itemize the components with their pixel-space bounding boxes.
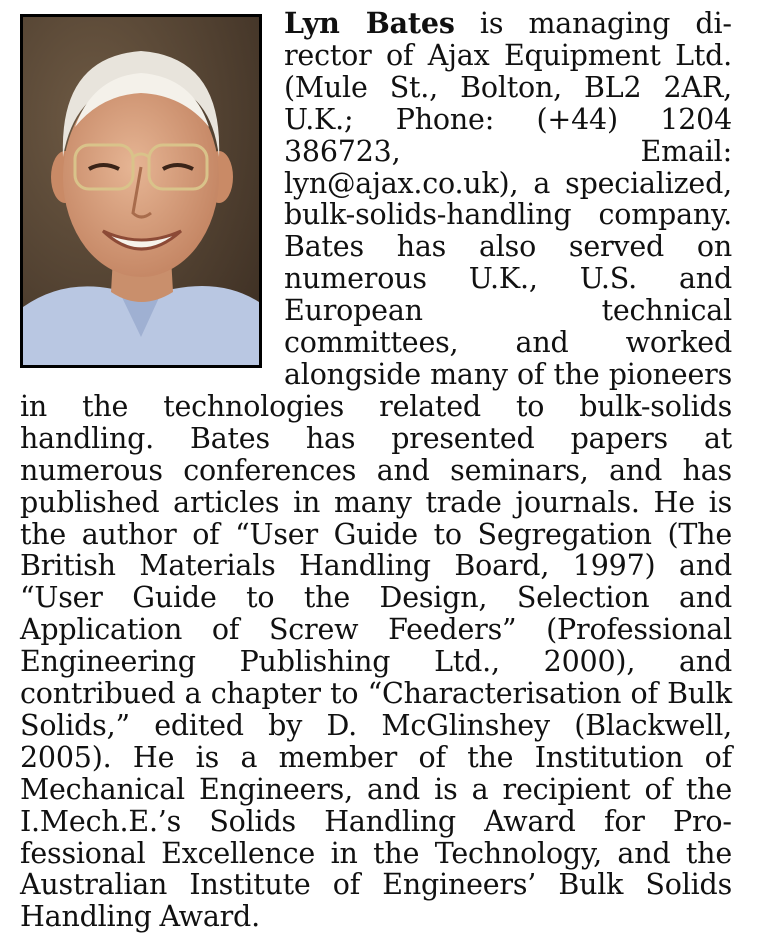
author-name: Lyn Bates [284,6,455,40]
author-photo [20,14,262,368]
author-bio [20,8,732,933]
bio-text: is managing director of Ajax Equipment Ltd. (Mule St., Bolton, BL2 2AR, U.K.; Phone: (+44) 1204 386723, Email: lyn@ajax.co.uk), a specialized, bulk-solids-handling company. Bates has also served on numerous U.K., U.S. and European technical committees, and worked alongside many of the pioneers in the technologies related to bulk-solids handling. Bates has presented papers at numerous conferences and seminars, and has published articles in many trade journals. He is the author of “User Guide to Segregation (The British Materials Handling Board, 1997) and “User Guide to the Design, Selection and Application of Screw Feeders” (Professional Engineering Publishing Ltd., 2000), and contribued a chapter to “Characterisation of Bulk Solids,” edited by D. McGlinshey (Blackwell, 2005). He is a member of the Institution of Mechanical Engineers, and is a recipient of the I.Mech.E.’s Solids Handling Award for Professional Excellence in the Technology, and the Australian Institute of Engineers’ Bulk Solids Handling Award. [20,7,732,933]
portrait-photo-icon [23,17,259,365]
